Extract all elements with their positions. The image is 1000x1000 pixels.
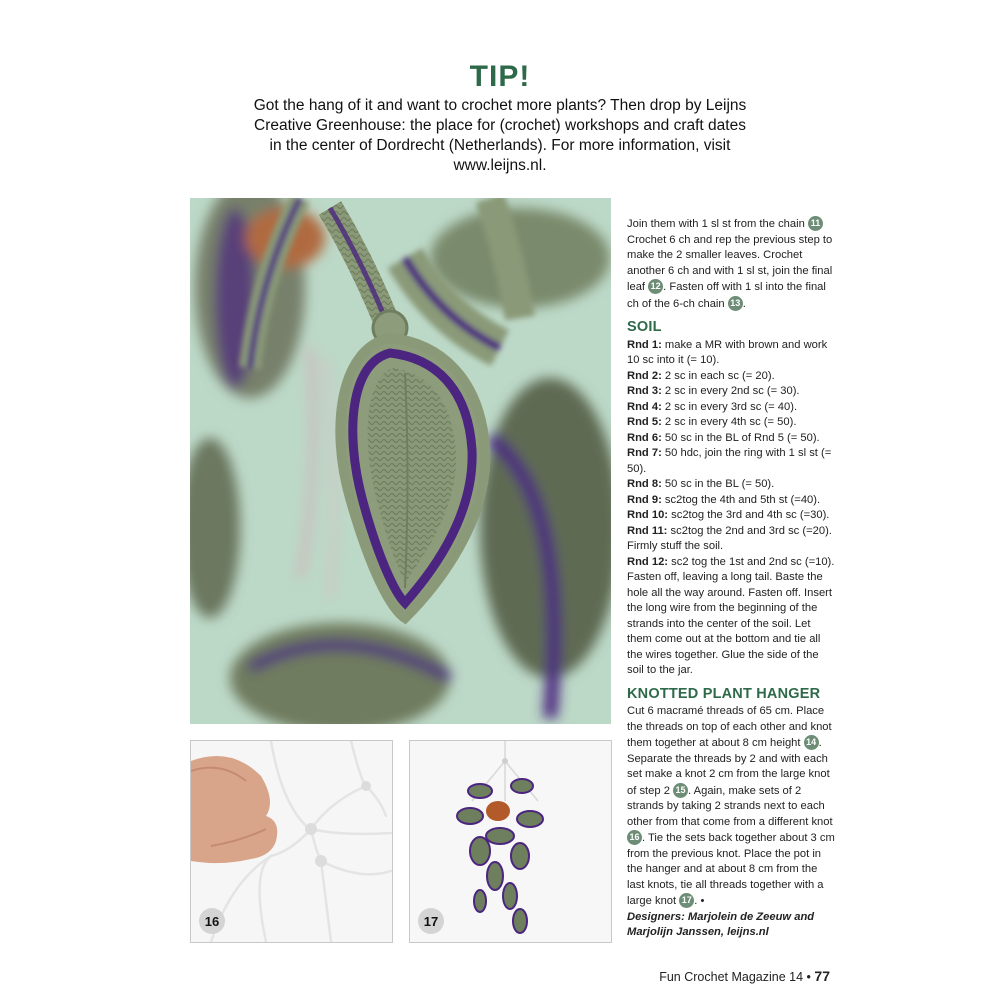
macrame-knot-photo <box>190 740 393 943</box>
round-label: Rnd 12: <box>627 555 669 568</box>
round-text: sc2tog the 4th and 5th st (=40). <box>661 493 821 506</box>
tip-title: TIP! <box>469 60 531 93</box>
hanger-text-5: . • <box>694 895 705 907</box>
round-text: 2 sc in every 2nd sc (= 30). <box>661 385 800 397</box>
round-text: 2 sc in every 3rd sc (= 40). <box>661 400 798 413</box>
round-text: sc2 tog the 1st and 2nd sc (=10). Fasten off, leaving a long tail. Baste the hole all the way around. Fasten off. Insert the long wire from the beginning of the strands into the center of the soil. Let them come out at the bottom and tie all the wires together. Glue the side of the soil to the jar. <box>627 555 835 676</box>
intro-paragraph <box>627 216 837 312</box>
designers-credit: Designers: Marjolein de Zeeuw and Marjolijn Janssen, leijns.nl <box>627 910 815 938</box>
soil-round <box>627 384 837 400</box>
round-label: Rnd 10: <box>627 509 669 521</box>
hanger-text-1: Cut 6 macramé threads of 65 cm. Place the threads on top of each other and knot them together at about 8 cm height <box>627 705 832 749</box>
round-label: Rnd 9: <box>627 493 662 506</box>
page-number: 77 <box>814 968 830 984</box>
soil-round <box>627 369 837 385</box>
instructions-column <box>627 216 837 941</box>
soil-round <box>627 477 837 493</box>
intro-text-2: Crochet 6 ch and rep the previous step to make the 2 smaller leaves. Crochet another 6 ch and with 1 sl st, join the final leaf <box>627 233 833 293</box>
step-badge-16: 16 <box>199 908 225 934</box>
hanger-text-2: . Separate the threads by 2 and with each set make a knot 2 cm from the large knot of step 2 <box>627 737 830 797</box>
step-number-13: 13 <box>728 296 743 311</box>
intro-text-4: . <box>742 297 746 310</box>
round-label: Rnd 7: <box>627 447 662 459</box>
step-number-12: 12 <box>648 279 663 294</box>
soil-round <box>627 493 837 509</box>
round-text: sc2tog the 2nd and 3rd sc (=20). Firmly stuff the soil. <box>627 524 832 552</box>
tip-text: Got the hang of it and want to crochet more plants? Then drop by Leijns Creative Greenhouse: the place for (crochet) workshops and craft dates in the center of Dordrecht (Netherlands). For more information, visit www.leijns.nl. <box>253 97 747 174</box>
crochet-leaves-photo <box>190 198 611 724</box>
intro-text-1: Join them with 1 sl st from the chain <box>627 218 808 230</box>
round-label: Rnd 8: <box>627 478 662 490</box>
soil-round <box>627 431 837 447</box>
hanger-text-3: . Again, make sets of 2 strands by taking 2 strands next to each other from that come from a different knot <box>627 784 833 828</box>
round-label: Rnd 4: <box>627 400 662 413</box>
soil-round <box>627 524 837 555</box>
step-badge-17: 17 <box>418 908 444 934</box>
magazine-name: Fun Crochet Magazine 14 <box>659 970 804 984</box>
round-label: Rnd 6: <box>627 431 662 444</box>
intro-text-3: . Fasten off with 1 sl into the final ch of the 6-ch chain <box>627 281 826 310</box>
round-text: 2 sc in every 4th sc (= 50). <box>661 416 797 428</box>
soil-round <box>627 446 837 477</box>
hanging-plant-photo <box>409 740 612 943</box>
round-text: 2 sc in each sc (= 20). <box>661 369 775 382</box>
round-text: sc2tog the 3rd and 4th sc (=30). <box>668 509 830 521</box>
step-number-11: 11 <box>808 216 823 231</box>
round-label: Rnd 2: <box>627 369 662 382</box>
round-text: 50 sc in the BL of Rnd 5 (= 50). <box>661 431 820 444</box>
soil-round <box>627 338 837 369</box>
hanger-paragraph <box>627 704 837 910</box>
round-label: Rnd 1: <box>627 338 662 351</box>
footer-bullet: • <box>806 970 811 984</box>
round-text: make a MR with brown and work 10 sc into it (= 10). <box>627 338 828 366</box>
hanger-text-4: . Tie the sets back together about 3 cm from the previous knot. Place the pot in the hanger and at about 8 cm from the last knots, tie all threads together with a large knot <box>627 832 835 907</box>
step-number-16: 16 <box>627 830 642 845</box>
round-text: 50 sc in the BL (= 50). <box>661 478 775 490</box>
soil-round <box>627 555 837 679</box>
soil-round <box>627 400 837 416</box>
page-footer <box>659 968 830 984</box>
round-label: Rnd 11: <box>627 524 668 537</box>
step-number-15: 15 <box>673 783 688 798</box>
step-number-17: 17 <box>679 893 694 908</box>
round-text: 50 hdc, join the ring with 1 sl st (= 50). <box>627 447 832 475</box>
step-number-14: 14 <box>804 735 819 750</box>
round-label: Rnd 5: <box>627 416 662 428</box>
crochet-leaves-illustration <box>190 198 611 724</box>
soil-round <box>627 508 837 524</box>
soil-heading: SOIL <box>627 319 662 335</box>
round-label: Rnd 3: <box>627 385 662 397</box>
soil-round <box>627 415 837 431</box>
hanger-heading: KNOTTED PLANT HANGER <box>627 685 821 702</box>
